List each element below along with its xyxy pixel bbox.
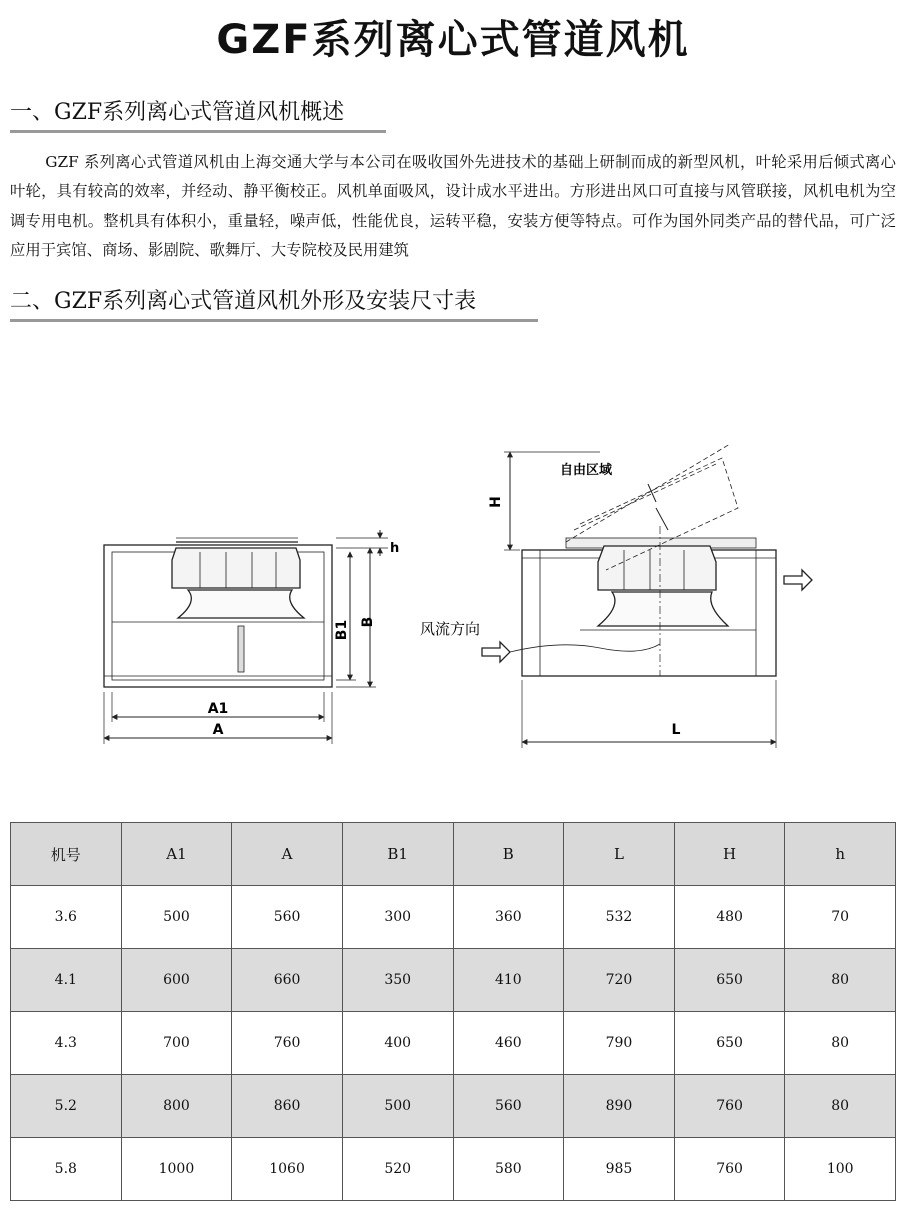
table-cell: 650 [674, 949, 785, 1012]
column-header: A [232, 823, 343, 886]
table-cell: 460 [453, 1012, 564, 1075]
column-header: A1 [121, 823, 232, 886]
table-cell: 5.8 [11, 1138, 122, 1201]
table-cell: 1000 [121, 1138, 232, 1201]
dim-label-a1: A1 [207, 701, 229, 717]
dim-label-a: A [212, 722, 224, 738]
section-heading-overview: 一、GZF系列离心式管道风机概述 [10, 98, 386, 133]
dim-label-l: L [671, 722, 681, 738]
table-cell: 360 [453, 886, 564, 949]
column-header: B [453, 823, 564, 886]
table-cell: 5.2 [11, 1075, 122, 1138]
section-heading-dimensions: 二、GZF系列离心式管道风机外形及安装尺寸表 [10, 287, 538, 322]
table-header-row [11, 823, 896, 886]
label-airflow-direction: 风流方向 [420, 620, 481, 638]
dim-label-b: B [360, 616, 376, 628]
table-cell: 300 [342, 886, 453, 949]
table-cell: 4.3 [11, 1012, 122, 1075]
table-cell: 760 [674, 1138, 785, 1201]
intro-line: 采用后倾式离心叶轮，具有较高的效率，并经动、静平衡校正。风机单面吸风，设计成水平进出。方形进出风口 [10, 153, 896, 201]
front-view [104, 538, 332, 687]
label-free-zone: 自由区域 [560, 463, 613, 478]
dim-label-h-upper: H [488, 496, 504, 508]
side-view [482, 444, 812, 676]
column-header: h [785, 823, 896, 886]
table-cell: 80 [785, 1075, 896, 1138]
table-cell: 660 [232, 949, 343, 1012]
table-cell: 1060 [232, 1138, 343, 1201]
dim-label-h: h [390, 541, 400, 556]
column-header: B1 [342, 823, 453, 886]
table-cell: 3.6 [11, 886, 122, 949]
table-cell: 500 [121, 886, 232, 949]
table-cell: 80 [785, 949, 896, 1012]
table-row [11, 1075, 896, 1138]
table-cell: 580 [453, 1138, 564, 1201]
table-cell: 985 [564, 1138, 675, 1201]
fan-dimension-drawing [0, 430, 906, 750]
table-cell: 350 [342, 949, 453, 1012]
table-cell: 720 [564, 949, 675, 1012]
table-cell: 520 [342, 1138, 453, 1201]
table-cell: 560 [453, 1075, 564, 1138]
table-cell: 890 [564, 1075, 675, 1138]
intro-line: GZF 系列离心式管道风机由上海交通大学与本公司在吸收国外先进技术的基础上研制而成的新型风机，叶轮 [45, 153, 787, 171]
table-cell: 700 [121, 1012, 232, 1075]
table-cell: 70 [785, 886, 896, 949]
intro-line: 可直接与风管联接，风机电机为空调专用电机。整机具有体积小，重量轻，噪声低，性能优良，运转平稳，安装 [10, 182, 896, 230]
column-header: 机号 [11, 823, 122, 886]
table-cell: 790 [564, 1012, 675, 1075]
table-cell: 800 [121, 1075, 232, 1138]
table-cell: 410 [453, 949, 564, 1012]
table-row [11, 949, 896, 1012]
table-cell: 80 [785, 1012, 896, 1075]
table-cell: 500 [342, 1075, 453, 1138]
table-row [11, 886, 896, 949]
dimension-table [10, 822, 896, 1201]
intro-line: 方便等特点。可作为国外同类产品的替代品，可广泛应用于宾馆、商场、影剧院、歌舞厅、大专院校及民用建筑 [10, 211, 896, 259]
table-cell: 400 [342, 1012, 453, 1075]
page-title: GZF系列离心式管道风机 [216, 17, 690, 63]
intro-paragraph [10, 148, 896, 265]
table-cell: 560 [232, 886, 343, 949]
table-cell: 650 [674, 1012, 785, 1075]
table-cell: 100 [785, 1138, 896, 1201]
table-row [11, 1012, 896, 1075]
column-header: L [564, 823, 675, 886]
table-row [11, 1138, 896, 1201]
table-cell: 760 [232, 1012, 343, 1075]
table-cell: 760 [674, 1075, 785, 1138]
table-cell: 860 [232, 1075, 343, 1138]
table-cell: 4.1 [11, 949, 122, 1012]
table-cell: 600 [121, 949, 232, 1012]
table-cell: 532 [564, 886, 675, 949]
table-cell: 480 [674, 886, 785, 949]
column-header: H [674, 823, 785, 886]
dim-label-b1: B1 [334, 619, 350, 641]
